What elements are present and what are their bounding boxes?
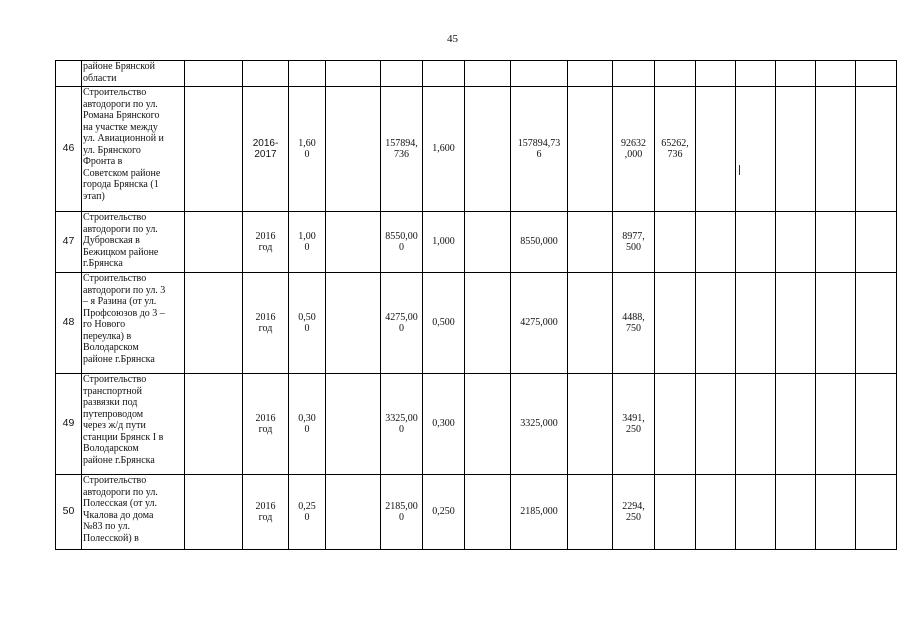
cell-length-2 [423, 87, 465, 212]
cell-value-a [613, 212, 655, 273]
name-line: №83 по ул. [83, 521, 130, 532]
cell-value-a [613, 374, 655, 475]
cell-name [82, 212, 185, 273]
cell-cost-total [381, 273, 423, 374]
cell-length-2-value: 1,000 [432, 236, 455, 248]
cell-cost-total-2 [511, 475, 568, 550]
cell-empty [326, 475, 381, 550]
cell-length-2-value: 0,500 [432, 317, 455, 329]
name-line: Дубровская в [83, 235, 140, 246]
name-line: районе г.Брянска [83, 353, 155, 365]
cell-empty [856, 212, 897, 273]
name-line: Володарском [83, 342, 139, 353]
table-row [56, 374, 897, 475]
name-line: этап) [83, 190, 105, 202]
cell-empty [696, 374, 736, 475]
cell-empty [816, 212, 856, 273]
name-line: транспортной [83, 385, 143, 397]
cell-value-b [655, 374, 696, 475]
cell-length-value: 1,60 0 [298, 137, 316, 160]
cell-empty [326, 273, 381, 374]
name-line: Советском районе [83, 167, 161, 179]
cell-empty [816, 87, 856, 212]
cell-empty [776, 87, 816, 212]
cell-value-a-value: 8977, 500 [622, 230, 645, 253]
cell-cost-total-value: 157894, 736 [385, 137, 418, 160]
cell-name [82, 475, 185, 550]
cell-length-2-value: 0,300 [432, 418, 455, 430]
cell-cost-total [381, 374, 423, 475]
cell-empty [776, 374, 816, 475]
name-line: автодороги по ул. [83, 98, 158, 110]
name-line: Полесская (от ул. [83, 498, 158, 509]
name-line: города Брянска (1 [83, 179, 159, 190]
name-line: – я Разина (от ул. [83, 296, 157, 307]
cell-cost-total-value: 3325,00 0 [385, 412, 418, 435]
cell-empty [856, 87, 897, 212]
name-line: автодороги по ул. [83, 223, 158, 235]
cell-length [289, 212, 326, 273]
cell-empty [326, 87, 381, 212]
name-line: Фронта в [83, 156, 123, 167]
cell-length-2-value: 1,600 [432, 143, 455, 155]
cell-empty [465, 475, 511, 550]
cell-empty [736, 374, 776, 475]
cell-empty [696, 475, 736, 550]
cell-num [56, 374, 82, 475]
cell-cost-total [381, 87, 423, 212]
cell-cost-total-2-value: 8550,000 [520, 236, 558, 248]
name-line: Строительство [83, 374, 147, 385]
name-line: переулка) в [83, 330, 132, 342]
cell-value-a [613, 273, 655, 374]
cell-cost-total [381, 212, 423, 273]
cell-name [82, 374, 185, 475]
cell-name [82, 273, 185, 374]
cell-cost-total-2-value: 4275,000 [520, 317, 558, 329]
cell-length-value: 0,50 0 [298, 311, 316, 334]
cell-empty [816, 475, 856, 550]
budget-table [55, 60, 897, 550]
cell-name [82, 87, 185, 212]
name-line: Романа Брянского [83, 110, 160, 121]
cell-name [82, 61, 185, 87]
cell-value-a [613, 475, 655, 550]
cell-period [243, 212, 289, 273]
cell-value-a [613, 87, 655, 212]
cell-empty [736, 475, 776, 550]
cell-length [289, 475, 326, 550]
cell-num-value: 48 [62, 316, 75, 329]
cell-period-value: 2016- 2017 [252, 137, 279, 160]
cell-period-value: 2016 год [255, 230, 276, 253]
cell-cost-total-value: 8550,00 0 [385, 230, 418, 253]
name-line: развязки под [83, 397, 138, 408]
cell-empty [326, 212, 381, 273]
cell-num-value: 50 [62, 505, 75, 518]
name-line: ул. Авиационной и [83, 133, 164, 144]
cell-empty [856, 273, 897, 374]
cell-num [56, 61, 82, 87]
name-line: Строительство [83, 87, 147, 98]
cell-empty [185, 475, 243, 550]
cell-period-value: 2016 год [255, 311, 276, 334]
cell-empty [185, 374, 243, 475]
name-line: районе г.Брянска [83, 454, 155, 466]
cell-length-2 [423, 273, 465, 374]
cell-num-value: 49 [62, 417, 75, 430]
cell-empty [465, 87, 511, 212]
cell-period-value: 2016 год [255, 412, 276, 435]
cell-num [56, 475, 82, 550]
name-line: Полесской) в [83, 532, 139, 544]
cell-empty [736, 273, 776, 374]
name-line: области [83, 72, 117, 84]
cell-empty [326, 374, 381, 475]
name-line: ул. Брянского [83, 144, 141, 156]
cell-period [243, 374, 289, 475]
table-row [56, 273, 897, 374]
cell-period [243, 475, 289, 550]
cell-value-b [655, 212, 696, 273]
cell-empty [696, 273, 736, 374]
name-line: через ж/д пути [83, 420, 146, 431]
cell-num [56, 212, 82, 273]
cell-cost-total-value: 4275,00 0 [385, 311, 418, 334]
cell-num-value: 46 [62, 142, 75, 155]
cell-empty [856, 374, 897, 475]
cell-empty [465, 273, 511, 374]
cell-length-2 [423, 475, 465, 550]
cell-period [243, 87, 289, 212]
cell-value-b-value: 65262, 736 [661, 137, 689, 160]
cell-empty [736, 212, 776, 273]
cell-empty [185, 273, 243, 374]
cell-length [289, 273, 326, 374]
cell-value-a-value: 4488, 750 [622, 311, 645, 334]
name-line: Бежицком районе [83, 246, 159, 258]
cell-empty [568, 87, 613, 212]
cell-value-a-value: 3491, 250 [622, 412, 645, 435]
cell-period [243, 273, 289, 374]
cell-empty [696, 87, 736, 212]
cell-empty [816, 374, 856, 475]
cell-cost-total-2-value: 2185,000 [520, 506, 558, 518]
table-row [56, 87, 897, 212]
cell-length [289, 374, 326, 475]
name-line: Профсоюзов до 3 – [83, 307, 165, 319]
cell-value-b [655, 273, 696, 374]
name-line: Строительство [83, 475, 147, 486]
cell-value-a-value: 92632 ,000 [621, 137, 646, 160]
name-line: г.Брянска [83, 258, 123, 269]
cell-length-value: 0,30 0 [298, 412, 316, 435]
cell-length [289, 87, 326, 212]
name-line: районе Брянской [83, 61, 155, 72]
name-line: на участке между [83, 121, 158, 133]
table-row [56, 475, 897, 550]
cell-empty [185, 87, 243, 212]
cell-empty [776, 273, 816, 374]
cell-empty [696, 212, 736, 273]
table-row-continuation [56, 61, 897, 87]
name-line: Строительство [83, 212, 147, 223]
cell-num [56, 273, 82, 374]
cell-cost-total-2 [511, 374, 568, 475]
cell-num-value: 47 [62, 235, 75, 248]
cell-empty [568, 475, 613, 550]
name-line: автодороги по ул. [83, 486, 158, 498]
cell-length-value: 1,00 0 [298, 230, 316, 253]
cell-value-b [655, 475, 696, 550]
name-line: Строительство [83, 273, 147, 284]
table-row [56, 212, 897, 273]
cell-num [56, 87, 82, 212]
name-line: Чкалова до дома [83, 509, 154, 521]
cell-empty [185, 212, 243, 273]
cell-empty [568, 212, 613, 273]
page-number: 45 [447, 33, 458, 45]
cell-cost-total-value: 2185,00 0 [385, 500, 418, 523]
cell-cost-total-2-value: 3325,000 [520, 418, 558, 430]
cell-value-b [655, 87, 696, 212]
cell-period-value: 2016 год [255, 500, 276, 523]
cell-empty [568, 273, 613, 374]
cell-empty [465, 374, 511, 475]
cell-empty [776, 475, 816, 550]
cell-empty [776, 212, 816, 273]
name-line: путепроводом [83, 408, 144, 420]
cell-empty [568, 374, 613, 475]
cell-cost-total [381, 475, 423, 550]
cell-empty [465, 212, 511, 273]
cell-empty [856, 475, 897, 550]
name-line: Володарском [83, 443, 139, 454]
cell-empty [816, 273, 856, 374]
cell-cost-total-2 [511, 212, 568, 273]
cell-length-value: 0,25 0 [298, 500, 316, 523]
cell-length-2 [423, 212, 465, 273]
cell-length-2 [423, 374, 465, 475]
name-line: станции Брянск I в [83, 431, 164, 443]
cell-cost-total-2 [511, 273, 568, 374]
cell-value-a-value: 2294, 250 [622, 500, 645, 523]
cell-length-2-value: 0,250 [432, 506, 455, 518]
name-line: автодороги по ул. 3 [83, 284, 166, 296]
cell-cost-total-2-value: 157894,73 6 [517, 137, 561, 160]
cell-cost-total-2 [511, 87, 568, 212]
name-line: го Нового [83, 319, 126, 330]
cell-empty [736, 87, 776, 212]
